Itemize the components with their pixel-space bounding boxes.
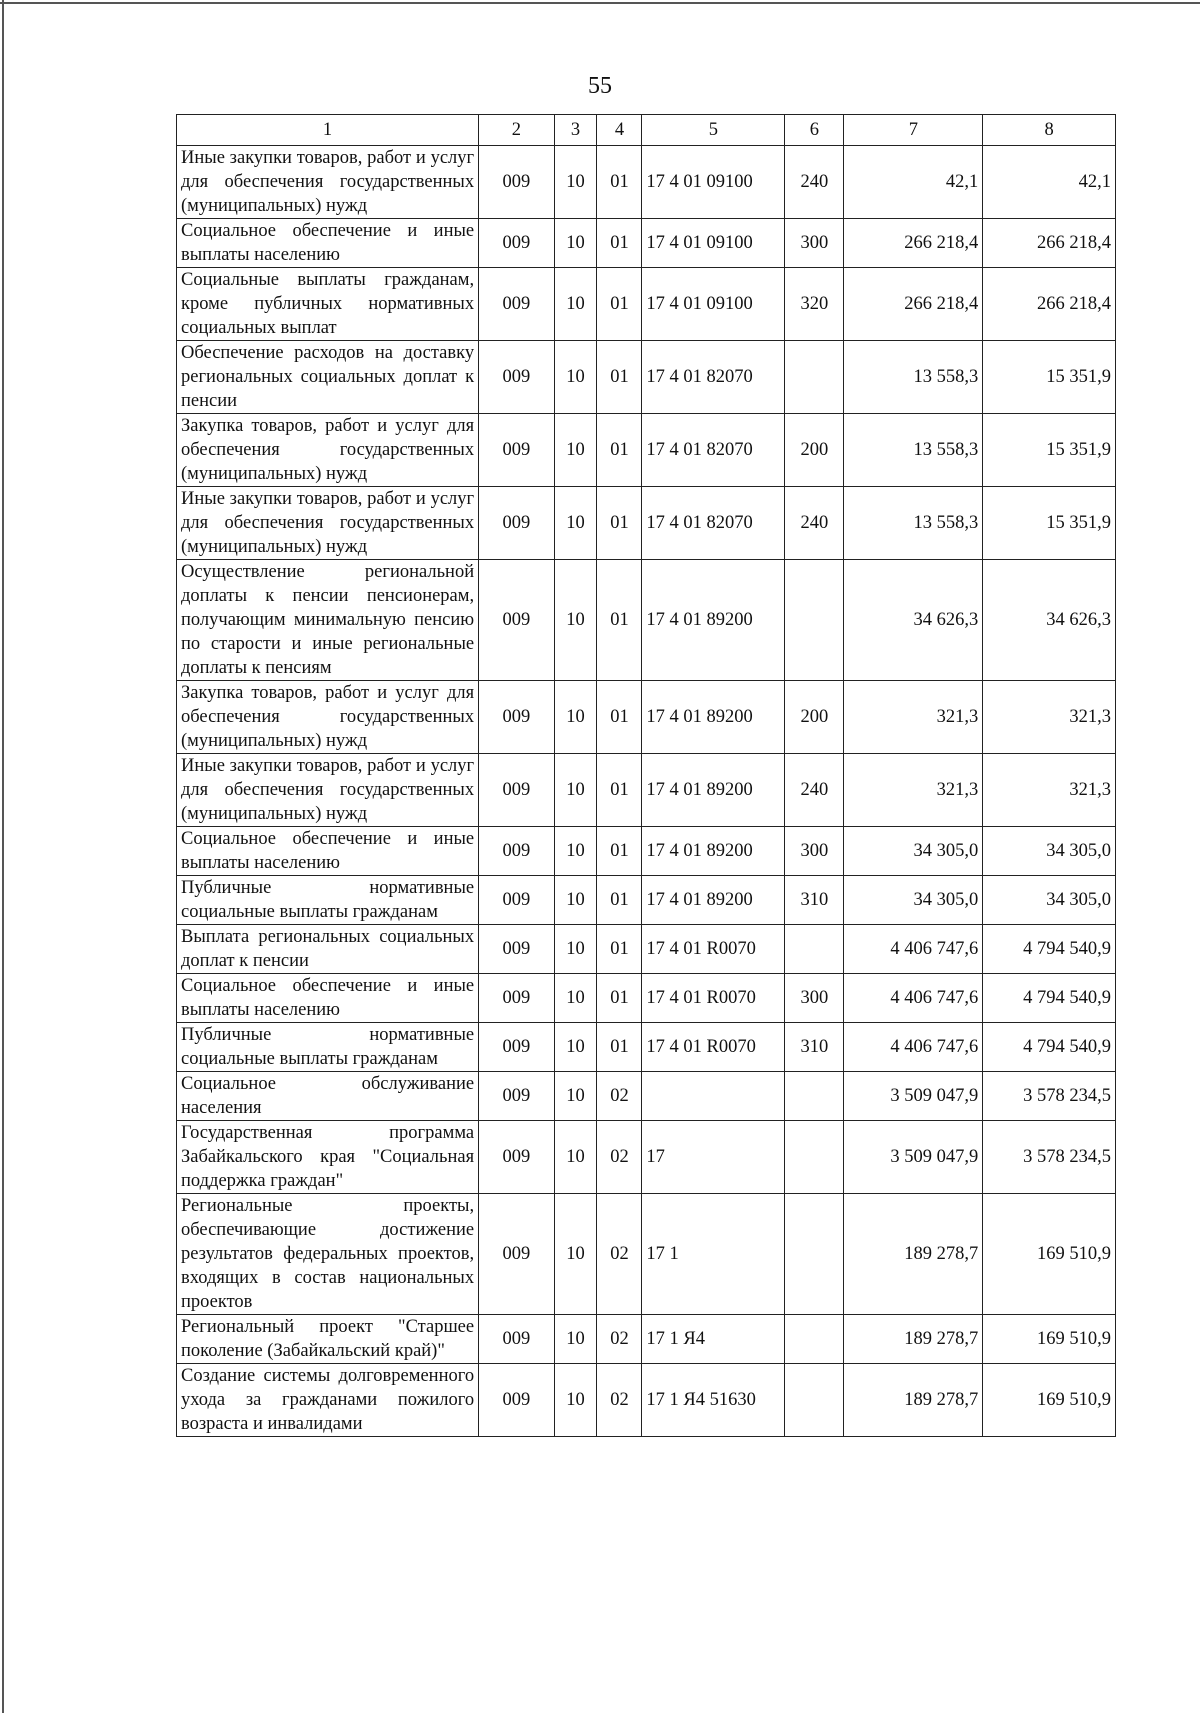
row-target-article-cell: 17 4 01 82070 — [642, 414, 785, 487]
table-row — [177, 1072, 1116, 1121]
row-amount-year2-cell: 4 794 540,9 — [983, 925, 1116, 974]
row-target-article-cell: 17 4 01 R0070 — [642, 974, 785, 1023]
row-amount-year1-cell: 321,3 — [844, 754, 983, 827]
row-expense-type-cell — [785, 1364, 844, 1437]
row-amount-year2-cell: 4 794 540,9 — [983, 974, 1116, 1023]
table-header — [177, 115, 1116, 146]
row-admin-code-cell: 009 — [479, 1072, 555, 1121]
row-admin-code-cell: 009 — [479, 268, 555, 341]
header-col-2: 2 — [479, 115, 555, 146]
row-target-article-cell: 17 4 01 R0070 — [642, 1023, 785, 1072]
row-name-cell: Социальное обеспечение и иные выплаты населению — [177, 827, 479, 876]
row-amount-year2-cell: 15 351,9 — [983, 414, 1116, 487]
row-target-article-cell: 17 1 — [642, 1194, 785, 1315]
row-admin-code-cell: 009 — [479, 974, 555, 1023]
table-row — [177, 876, 1116, 925]
row-name-cell: Публичные нормативные социальные выплаты гражданам — [177, 876, 479, 925]
row-target-article-cell: 17 4 01 82070 — [642, 341, 785, 414]
row-amount-year1-cell: 13 558,3 — [844, 487, 983, 560]
row-expense-type-cell — [785, 1072, 844, 1121]
header-col-4: 4 — [597, 115, 642, 146]
table-row — [177, 560, 1116, 681]
budget-table — [176, 114, 1116, 1437]
table-row — [177, 219, 1116, 268]
row-expense-type-cell: 240 — [785, 487, 844, 560]
row-expense-type-cell: 300 — [785, 974, 844, 1023]
row-expense-type-cell — [785, 1315, 844, 1364]
header-col-6: 6 — [785, 115, 844, 146]
scan-edge-left — [2, 0, 4, 1713]
row-expense-type-cell: 200 — [785, 414, 844, 487]
row-expense-type-cell: 200 — [785, 681, 844, 754]
row-section-cell: 10 — [554, 974, 597, 1023]
row-amount-year2-cell: 4 794 540,9 — [983, 1023, 1116, 1072]
row-target-article-cell: 17 4 01 82070 — [642, 487, 785, 560]
row-section-cell: 10 — [554, 487, 597, 560]
row-amount-year2-cell: 15 351,9 — [983, 487, 1116, 560]
row-name-cell: Региональный проект "Старшее поколение (Забайкальский край)" — [177, 1315, 479, 1364]
row-admin-code-cell: 009 — [479, 876, 555, 925]
row-amount-year2-cell: 3 578 234,5 — [983, 1121, 1116, 1194]
row-section-cell: 10 — [554, 1315, 597, 1364]
row-amount-year2-cell: 169 510,9 — [983, 1194, 1116, 1315]
row-target-article-cell: 17 4 01 09100 — [642, 268, 785, 341]
row-name-cell: Публичные нормативные социальные выплаты гражданам — [177, 1023, 479, 1072]
table-row — [177, 681, 1116, 754]
header-col-8: 8 — [983, 115, 1116, 146]
row-target-article-cell: 17 4 01 89200 — [642, 827, 785, 876]
table-row — [177, 1023, 1116, 1072]
row-section-cell: 10 — [554, 1194, 597, 1315]
row-target-article-cell: 17 4 01 09100 — [642, 219, 785, 268]
row-section-cell: 10 — [554, 1364, 597, 1437]
row-subsection-cell: 02 — [597, 1315, 642, 1364]
row-amount-year2-cell: 321,3 — [983, 754, 1116, 827]
row-section-cell: 10 — [554, 560, 597, 681]
row-name-cell: Государственная программа Забайкальского края "Социальная поддержка граждан" — [177, 1121, 479, 1194]
table-row — [177, 1315, 1116, 1364]
row-section-cell: 10 — [554, 414, 597, 487]
row-subsection-cell: 01 — [597, 1023, 642, 1072]
row-admin-code-cell: 009 — [479, 146, 555, 219]
row-expense-type-cell: 240 — [785, 754, 844, 827]
row-name-cell: Иные закупки товаров, работ и услуг для обеспечения государственных (муниципальных) нужд — [177, 146, 479, 219]
row-admin-code-cell: 009 — [479, 1315, 555, 1364]
row-name-cell: Социальное обеспечение и иные выплаты населению — [177, 974, 479, 1023]
row-name-cell: Выплата региональных социальных доплат к пенсии — [177, 925, 479, 974]
row-expense-type-cell — [785, 1121, 844, 1194]
table-row — [177, 487, 1116, 560]
table-row — [177, 754, 1116, 827]
row-section-cell: 10 — [554, 876, 597, 925]
row-amount-year1-cell: 4 406 747,6 — [844, 1023, 983, 1072]
header-col-5: 5 — [642, 115, 785, 146]
row-subsection-cell: 01 — [597, 681, 642, 754]
row-admin-code-cell: 009 — [479, 925, 555, 974]
row-subsection-cell: 02 — [597, 1364, 642, 1437]
row-expense-type-cell: 310 — [785, 876, 844, 925]
header-col-7: 7 — [844, 115, 983, 146]
row-amount-year2-cell: 42,1 — [983, 146, 1116, 219]
row-name-cell: Создание системы долговременного ухода за гражданами пожилого возраста и инвалидами — [177, 1364, 479, 1437]
row-target-article-cell — [642, 1072, 785, 1121]
row-subsection-cell: 01 — [597, 974, 642, 1023]
table-row — [177, 1364, 1116, 1437]
row-expense-type-cell — [785, 341, 844, 414]
row-admin-code-cell: 009 — [479, 219, 555, 268]
row-admin-code-cell: 009 — [479, 1194, 555, 1315]
row-subsection-cell: 02 — [597, 1121, 642, 1194]
row-amount-year1-cell: 13 558,3 — [844, 341, 983, 414]
row-target-article-cell: 17 4 01 89200 — [642, 754, 785, 827]
row-admin-code-cell: 009 — [479, 1121, 555, 1194]
row-target-article-cell: 17 4 01 89200 — [642, 560, 785, 681]
row-target-article-cell: 17 4 01 89200 — [642, 876, 785, 925]
row-expense-type-cell: 240 — [785, 146, 844, 219]
row-section-cell: 10 — [554, 341, 597, 414]
row-subsection-cell: 01 — [597, 414, 642, 487]
row-name-cell: Осуществление региональной доплаты к пенсии пенсионерам, получающим минимальную пенсию по старости и иные региональные доплаты к пенсиям — [177, 560, 479, 681]
row-section-cell: 10 — [554, 827, 597, 876]
table-row — [177, 925, 1116, 974]
row-target-article-cell: 17 — [642, 1121, 785, 1194]
row-amount-year1-cell: 4 406 747,6 — [844, 925, 983, 974]
row-name-cell: Социальные выплаты гражданам, кроме публичных нормативных социальных выплат — [177, 268, 479, 341]
row-amount-year2-cell: 321,3 — [983, 681, 1116, 754]
row-amount-year2-cell: 169 510,9 — [983, 1315, 1116, 1364]
row-amount-year2-cell: 15 351,9 — [983, 341, 1116, 414]
row-subsection-cell: 02 — [597, 1194, 642, 1315]
row-name-cell: Обеспечение расходов на доставку региональных социальных доплат к пенсии — [177, 341, 479, 414]
row-section-cell: 10 — [554, 754, 597, 827]
row-amount-year1-cell: 189 278,7 — [844, 1315, 983, 1364]
row-section-cell: 10 — [554, 925, 597, 974]
header-row — [177, 115, 1116, 146]
row-name-cell: Закупка товаров, работ и услуг для обеспечения государственных (муниципальных) нужд — [177, 414, 479, 487]
row-section-cell: 10 — [554, 1072, 597, 1121]
row-expense-type-cell — [785, 560, 844, 681]
table-row — [177, 268, 1116, 341]
row-section-cell: 10 — [554, 1121, 597, 1194]
row-amount-year2-cell: 34 305,0 — [983, 827, 1116, 876]
row-amount-year1-cell: 266 218,4 — [844, 219, 983, 268]
row-admin-code-cell: 009 — [479, 560, 555, 681]
row-section-cell: 10 — [554, 1023, 597, 1072]
table-row — [177, 827, 1116, 876]
row-admin-code-cell: 009 — [479, 1364, 555, 1437]
row-amount-year1-cell: 13 558,3 — [844, 414, 983, 487]
row-amount-year2-cell: 169 510,9 — [983, 1364, 1116, 1437]
row-amount-year1-cell: 189 278,7 — [844, 1364, 983, 1437]
row-subsection-cell: 01 — [597, 219, 642, 268]
row-subsection-cell: 01 — [597, 560, 642, 681]
table-row — [177, 974, 1116, 1023]
row-amount-year1-cell: 3 509 047,9 — [844, 1072, 983, 1121]
row-amount-year1-cell: 4 406 747,6 — [844, 974, 983, 1023]
row-amount-year2-cell: 34 305,0 — [983, 876, 1116, 925]
row-amount-year1-cell: 189 278,7 — [844, 1194, 983, 1315]
table-body — [177, 146, 1116, 1437]
row-expense-type-cell — [785, 925, 844, 974]
row-target-article-cell: 17 4 01 09100 — [642, 146, 785, 219]
page-number: 55 — [588, 73, 612, 99]
row-expense-type-cell: 310 — [785, 1023, 844, 1072]
row-amount-year2-cell: 3 578 234,5 — [983, 1072, 1116, 1121]
row-expense-type-cell: 300 — [785, 827, 844, 876]
row-target-article-cell: 17 1 Я4 — [642, 1315, 785, 1364]
row-subsection-cell: 01 — [597, 268, 642, 341]
row-expense-type-cell — [785, 1194, 844, 1315]
row-amount-year1-cell: 42,1 — [844, 146, 983, 219]
row-subsection-cell: 01 — [597, 925, 642, 974]
row-amount-year1-cell: 34 305,0 — [844, 876, 983, 925]
row-subsection-cell: 01 — [597, 876, 642, 925]
row-subsection-cell: 01 — [597, 341, 642, 414]
row-amount-year2-cell: 34 626,3 — [983, 560, 1116, 681]
header-col-3: 3 — [554, 115, 597, 146]
header-col-1: 1 — [177, 115, 479, 146]
row-subsection-cell: 01 — [597, 487, 642, 560]
row-expense-type-cell: 300 — [785, 219, 844, 268]
row-subsection-cell: 01 — [597, 827, 642, 876]
row-admin-code-cell: 009 — [479, 414, 555, 487]
row-name-cell: Социальное обеспечение и иные выплаты населению — [177, 219, 479, 268]
row-name-cell: Региональные проекты, обеспечивающие достижение результатов федеральных проектов, входящих в состав национальных проектов — [177, 1194, 479, 1315]
row-admin-code-cell: 009 — [479, 681, 555, 754]
row-amount-year1-cell: 3 509 047,9 — [844, 1121, 983, 1194]
row-amount-year2-cell: 266 218,4 — [983, 219, 1116, 268]
row-amount-year1-cell: 321,3 — [844, 681, 983, 754]
row-section-cell: 10 — [554, 268, 597, 341]
scan-edge-top — [0, 2, 1200, 4]
table-row — [177, 1194, 1116, 1315]
row-name-cell: Закупка товаров, работ и услуг для обеспечения государственных (муниципальных) нужд — [177, 681, 479, 754]
row-amount-year1-cell: 34 305,0 — [844, 827, 983, 876]
row-name-cell: Иные закупки товаров, работ и услуг для обеспечения государственных (муниципальных) нужд — [177, 754, 479, 827]
row-name-cell: Социальное обслуживание населения — [177, 1072, 479, 1121]
row-subsection-cell: 01 — [597, 146, 642, 219]
row-admin-code-cell: 009 — [479, 487, 555, 560]
row-admin-code-cell: 009 — [479, 754, 555, 827]
table-row — [177, 341, 1116, 414]
row-amount-year2-cell: 266 218,4 — [983, 268, 1116, 341]
row-amount-year1-cell: 266 218,4 — [844, 268, 983, 341]
row-admin-code-cell: 009 — [479, 827, 555, 876]
row-target-article-cell: 17 4 01 R0070 — [642, 925, 785, 974]
row-subsection-cell: 02 — [597, 1072, 642, 1121]
row-expense-type-cell: 320 — [785, 268, 844, 341]
table-row — [177, 414, 1116, 487]
row-subsection-cell: 01 — [597, 754, 642, 827]
row-section-cell: 10 — [554, 681, 597, 754]
row-target-article-cell: 17 1 Я4 51630 — [642, 1364, 785, 1437]
row-admin-code-cell: 009 — [479, 1023, 555, 1072]
row-section-cell: 10 — [554, 219, 597, 268]
row-section-cell: 10 — [554, 146, 597, 219]
table-row — [177, 1121, 1116, 1194]
row-admin-code-cell: 009 — [479, 341, 555, 414]
row-name-cell: Иные закупки товаров, работ и услуг для обеспечения государственных (муниципальных) нужд — [177, 487, 479, 560]
row-target-article-cell: 17 4 01 89200 — [642, 681, 785, 754]
row-amount-year1-cell: 34 626,3 — [844, 560, 983, 681]
table-row — [177, 146, 1116, 219]
